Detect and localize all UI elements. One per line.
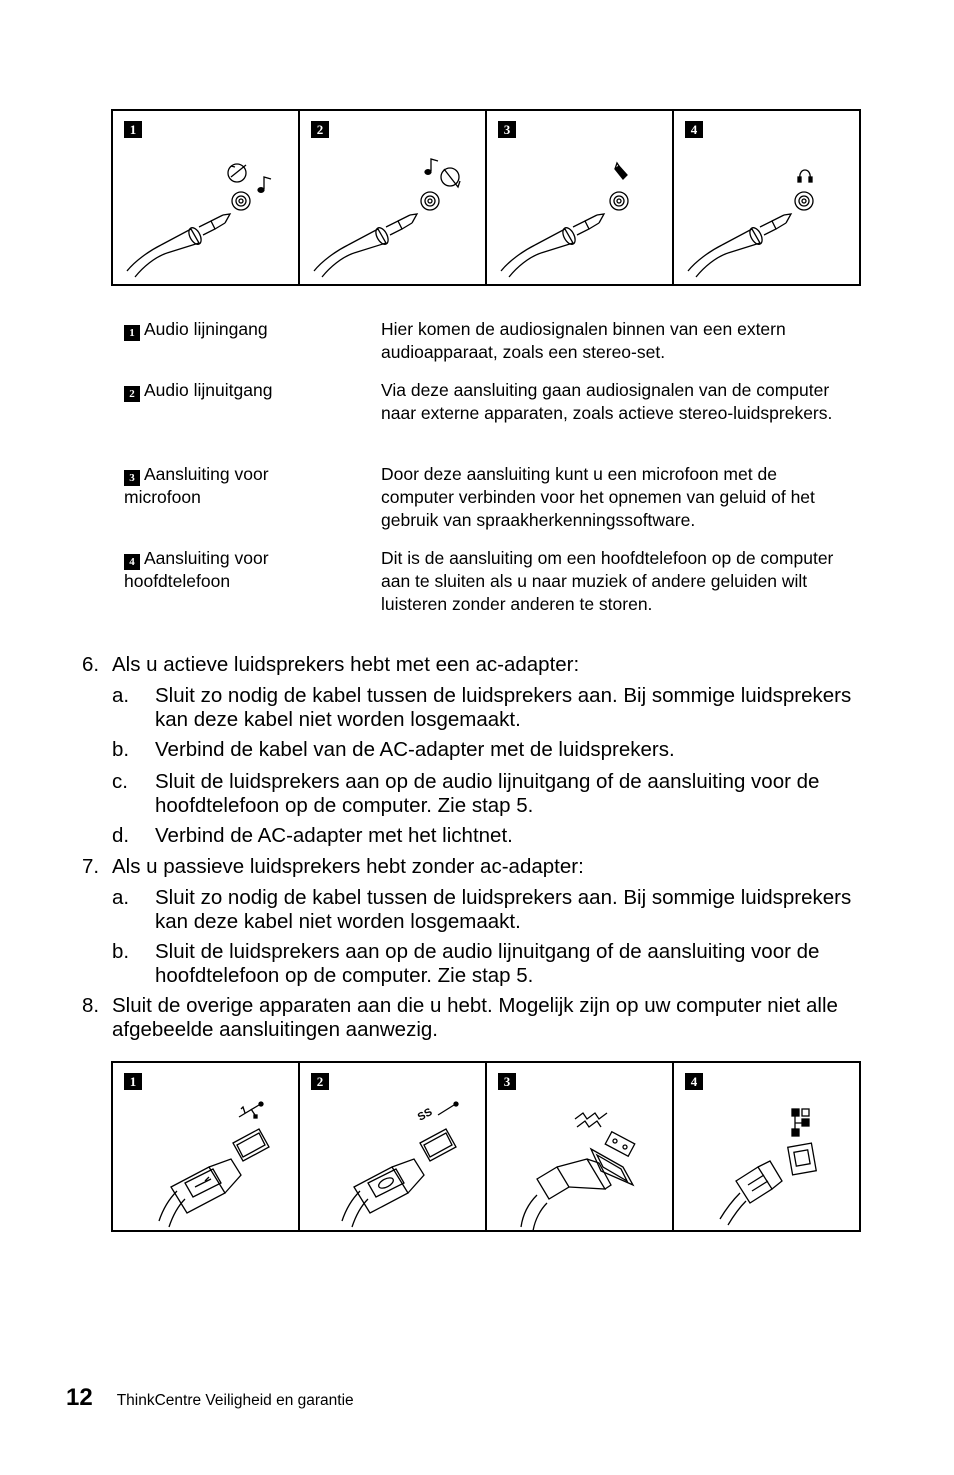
definition-row	[124, 547, 844, 631]
connector-definitions	[124, 318, 844, 631]
substep-text: Sluit de luidsprekers aan op de audio lijnuitgang of de aansluiting voor de hoofdtelefoon op de computer. Zie stap 5.	[155, 940, 820, 987]
page-footer	[66, 1384, 354, 1412]
serial-port-icon	[487, 1063, 672, 1230]
figure-cell-ethernet	[674, 1063, 859, 1230]
substep-item	[112, 824, 862, 848]
line-in-icon	[113, 111, 298, 284]
step-number: 8.	[82, 994, 100, 1017]
step-text: Sluit de overige apparaten aan die u hebt. Mogelijk zijn op uw computer niet alle afgebeelde aansluitingen aanwezig.	[112, 994, 838, 1041]
substep-letter: a.	[112, 684, 130, 707]
substep-text: Verbind de AC-adapter met het lichtnet.	[155, 824, 513, 847]
callout-badge: 2	[124, 386, 140, 402]
definition-description: Dit is de aansluiting om een hoofdtelefoon op de computer aan te sluiten als u naar muziek of andere geluiden wilt luisteren zonder anderen te storen.	[381, 548, 834, 614]
substep-item	[112, 738, 862, 762]
substep-item	[112, 886, 862, 934]
callout-badge: 2	[311, 121, 329, 138]
step-text: Als u actieve luidsprekers hebt met een ac-adapter:	[112, 653, 580, 676]
step-list	[82, 653, 862, 1042]
term-label: Aansluiting voor microfoon	[124, 464, 269, 507]
figure-cell-line-in	[113, 111, 300, 284]
step-item	[82, 855, 862, 879]
term-label: Audio lijnuitgang	[144, 380, 273, 400]
figure-cell-headphone	[674, 111, 859, 284]
term-label: Audio lijningang	[144, 319, 268, 339]
definition-term	[124, 463, 296, 547]
definition-description: Door deze aansluiting kunt u een microfoon met de computer verbinden voor het opnemen van geluid of het gebruik van spraakherkenningssoftware.	[381, 464, 815, 530]
figure-cell-microphone	[487, 111, 674, 284]
device-connectors-figure	[111, 1061, 861, 1232]
definition-row	[124, 463, 844, 547]
substep-item	[112, 940, 862, 988]
step-number: 7.	[82, 855, 100, 878]
substep-text: Sluit zo nodig de kabel tussen de luidsprekers aan. Bij sommige luidsprekers kan deze kabel niet worden losgemaakt.	[155, 886, 852, 933]
step-number: 6.	[82, 653, 100, 676]
callout-badge: 3	[124, 470, 140, 486]
substep-letter: d.	[112, 824, 130, 847]
substep-item	[112, 684, 862, 732]
definition-row	[124, 379, 844, 463]
line-out-icon	[300, 111, 485, 284]
headphone-icon	[674, 111, 859, 284]
definition-row	[124, 318, 844, 379]
callout-badge: 2	[311, 1073, 329, 1090]
audio-connectors-figure	[111, 109, 861, 286]
substep-letter: a.	[112, 886, 130, 909]
definition-term	[124, 318, 381, 379]
step-text: Als u passieve luidsprekers hebt zonder ac-adapter:	[112, 855, 584, 878]
microphone-icon	[487, 111, 672, 284]
callout-badge: 3	[498, 121, 516, 138]
usb3-ss-icon	[300, 1063, 485, 1230]
callout-badge: 1	[124, 325, 140, 341]
callout-badge: 1	[124, 121, 142, 138]
substep-letter: b.	[112, 940, 130, 963]
substep-letter: b.	[112, 738, 130, 761]
substep-text: Sluit zo nodig de kabel tussen de luidsprekers aan. Bij sommige luidsprekers kan deze kabel niet worden losgemaakt.	[155, 684, 852, 731]
step-item	[82, 653, 862, 677]
document-title: ThinkCentre Veiligheid en garantie	[116, 1392, 354, 1409]
callout-badge: 1	[124, 1073, 142, 1090]
definition-description: Hier komen de audiosignalen binnen van een extern audioapparaat, zoals een stereo-set.	[381, 319, 786, 362]
page-number: 12	[66, 1384, 93, 1411]
term-label: Aansluiting voor hoofdtelefoon	[124, 548, 269, 591]
substep-text: Sluit de luidsprekers aan op de audio lijnuitgang of de aansluiting voor de hoofdtelefoon op de computer. Zie stap 5.	[155, 770, 820, 817]
figure-cell-usb	[113, 1063, 300, 1230]
figure-cell-line-out	[300, 111, 487, 284]
step-item	[82, 994, 862, 1042]
figure-cell-usb3	[300, 1063, 487, 1230]
callout-badge: 4	[685, 121, 703, 138]
definition-description: Via deze aansluiting gaan audiosignalen van de computer naar externe apparaten, zoals actieve stereo-luidsprekers.	[381, 380, 833, 423]
callout-badge: 4	[124, 554, 140, 570]
definition-term	[124, 547, 296, 631]
definition-term	[124, 379, 381, 463]
substep-text: Verbind de kabel van de AC-adapter met de luidsprekers.	[155, 738, 675, 761]
substep-letter: c.	[112, 770, 128, 793]
figure-cell-serial	[487, 1063, 674, 1230]
substep-item	[112, 770, 862, 818]
usb-icon	[113, 1063, 298, 1230]
ss-mark: SS	[415, 1106, 435, 1124]
ethernet-icon	[674, 1063, 859, 1230]
callout-badge: 3	[498, 1073, 516, 1090]
callout-badge: 4	[685, 1073, 703, 1090]
